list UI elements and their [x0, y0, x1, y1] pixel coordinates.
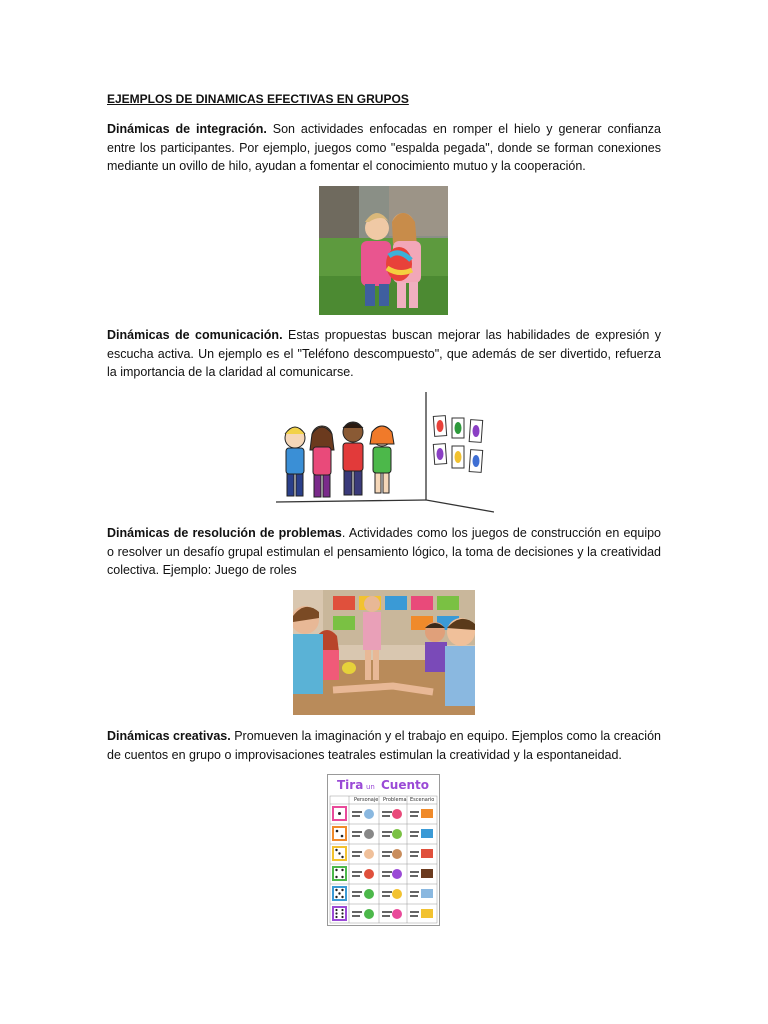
integration-photo [319, 186, 448, 315]
document-title: EJEMPLOS DE DINAMICAS EFECTIVAS EN GRUPOS [107, 92, 409, 106]
chart-title-b: un [366, 783, 375, 791]
section-text: Estas propuestas buscan mejorar las habilidades de expresión y escucha activa. Un ejemplo es el "Teléfono descompuesto", que además de ser divertido, refuerza la importancia de la claridad al comunicarse. [107, 328, 661, 379]
chart-col-problema: Problema [383, 797, 407, 803]
chart-col-personaje: Personaje [354, 797, 379, 803]
section-heading: Dinámicas creativas. [107, 729, 231, 743]
section-text: . Actividades como los juegos de construcción en equipo o resolver un desafío grupal estimulan el pensamiento lógico, la toma de decisiones y la creatividad colectiva. Ejemplo: Juego de roles [107, 526, 661, 577]
section-heading: Dinámicas de integración. [107, 122, 267, 136]
section-creativas [107, 727, 661, 764]
section-text: Son actividades enfocadas en romper el hielo y generar confianza entre los participantes. Por ejemplo, juegos como "espalda pegada", donde se forman conexiones mediante un ovillo de hilo, ayudan a fomentar el conocimiento mutuo y la cooperación. [107, 122, 661, 173]
problem-solving-photo [293, 590, 475, 715]
section-text: Promueven la imaginación y el trabajo en equipo. Ejemplos como la creación de cuentos en grupo o improvisaciones teatrales estimulan la creatividad y la espontaneidad. [107, 729, 661, 762]
chart-col-escenario: Escenario [410, 797, 435, 803]
communication-illustration [276, 390, 494, 514]
section-heading: Dinámicas de comunicación. [107, 328, 283, 342]
story-dice-chart [327, 774, 440, 926]
section-integracion [107, 120, 661, 176]
section-comunicacion [107, 326, 661, 382]
section-resolucion [107, 524, 661, 580]
chart-title-c: Cuento [381, 778, 430, 792]
chart-title-a: Tira [337, 778, 364, 792]
section-heading: Dinámicas de resolución de problemas [107, 526, 342, 540]
